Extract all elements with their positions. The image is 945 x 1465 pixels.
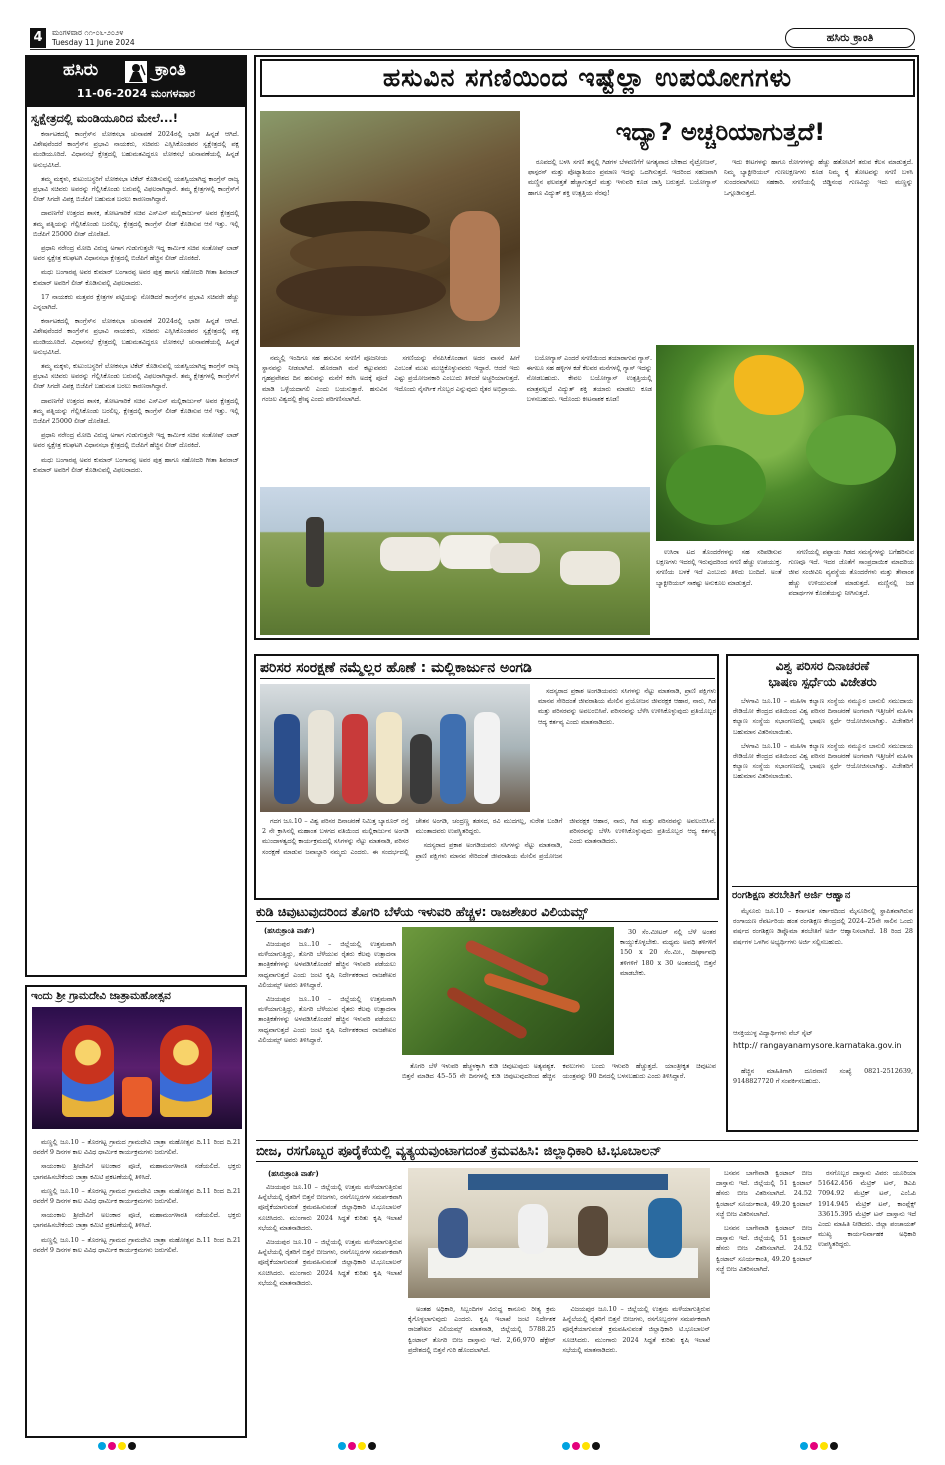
seed-byline: (ಹಸಿರುಕ್ರಾಂತಿ ವಾರ್ತೆ) [268,1170,319,1178]
paragraph: ಸದಸ್ಯರಾದ ಪ್ರಕಾಶ ಅಂಗಡಿಯವರು ಸಸಿಗಳನ್ನು ನೆಟ್ಟು ಮಾತನಾಡಿ, ಪ್ರಾಣಿ ಪಕ್ಷಿಗಳು ಮಾನವ ಸೇರಿದಂತೆ ಜೀವರಾಶಿಯ ಮೇಲಿನ ಪ್ರಯೋಜನ ಜೀವರಕ್ಷಕ ಆಹಾರ, ನಾರು, ಗಿಡ ಮತ್ತು ಪರಿಸರವನ್ನು ಅವಲಂಬಿಸಿವೆ. ಪರಿಸರವನ್ನು ಬೆಳೆಸಿ ಉಳಿಸಿಕೊಳ್ಳುವುದು ಪ್ರತಿಯೊಬ್ಬರ ಆದ್ಯ ಕರ್ತವ್ಯ ಎಂದು ಮಾತನಾಡಿದರು. [415,817,716,860]
person-shape [648,1198,682,1258]
reg-dot-cyan [562,1442,570,1450]
registration-marks-center-right [562,1442,610,1452]
paragraph: ಕರ್ನಾಟಕದಲ್ಲಿ ಕಾಂಗ್ರೆಸ್‌ನ ಲೋಕಸಭಾ ಚುನಾವಣೆ 2024ರಲ್ಲಿ ಭಾರೀ ಹಿನ್ನಡೆ ಆಗಿದೆ. ವಿಶೇಷವೆಂದರೆ ಕಾಂಗ್ರೆಸ್‌ನ ಪ್ರಭಾವಿ ನಾಯಕರು, ಸಚಿವರು ಎಸ್ಸಿಸಿಕೊಂಡವರ ಸ್ವಕ್ಷೇತ್ರದಲ್ಲಿ ಪಕ್ಷ ಮಂಡಿಯೂರಿದೆ. ವಿಧಾನಸಭೆ ಕ್ಷೇತ್ರದಲ್ಲಿ ಬಹುಮತವಿದ್ದರೂ ಲೋಕಸಭೆ ಚುನಾವಣೆಯಲ್ಲಿ ಹಿನ್ನಡೆ ಅನುಭವಿಸಿದೆ. [33,130,239,169]
paragraph: ಕರ್ನಾಟಕದಲ್ಲಿ ಕಾಂಗ್ರೆಸ್‌ನ ಲೋಕಸಭಾ ಚುನಾವಣೆ 2024ರಲ್ಲಿ ಭಾರೀ ಹಿನ್ನಡೆ ಆಗಿದೆ. ವಿಶೇಷವೆಂದರೆ ಕಾಂಗ್ರೆಸ್‌ನ ಪ್ರಭಾವಿ ನಾಯಕರು, ಸಚಿವರು ಎಸ್ಸಿಸಿಕೊಂಡವರ ಸ್ವಕ್ಷೇತ್ರದಲ್ಲಿ ಪಕ್ಷ ಮಂಡಿಯೂರಿದೆ. ವಿಧಾನಸಭೆ ಕ್ಷೇತ್ರದಲ್ಲಿ ಬಹುಮತವಿದ್ದರೂ ಲೋಕಸಭೆ ಚುನಾವಣೆಯಲ್ಲಿ ಹಿನ್ನಡೆ ಅನುಭವಿಸಿದೆ. [33,317,239,356]
dung-columns-bottom-right [656,547,914,637]
paragraph: ಬಯೋಗ್ಯಾಸ್ ಎಂದರೆ ಸಗಣಿಯಿಂದ ತಯಾರಾಗುವ ಗ್ಯಾಸ್. ಈಗಲೂ ಸಹ ಹಳ್ಳಿಗಳ ಕಡೆ ಕೆಲವರ ಮನೆಗಳಲ್ಲಿ ಗ್ಯಾಸ್ ಇದನ್ನು ನೋಡಬಹುದು. ಕೇವಲ ಬಯೋಗ್ಯಾಸ್ ಉತ್ಪತ್ತಿಯಲ್ಲಿ ಮಾತ್ರವಲ್ಲದೆ ವಿದ್ಯುತ್ ಶಕ್ತಿ ತಯಾರು ಮಾಡಲು ಕೂಡ ಬಳಸಬಹುದು. ಇದೊಂದು ಕೀಟನಾಶಕ ಕೂಡ! [526,354,652,403]
pumpkin-plant-photo [656,345,914,541]
paragraph: ಹೆಚ್ಚಿನ ಮಾಹಿತಿಗಾಗಿ ದೂರವಾಣಿ ಸಂಖ್ಯೆ 0821-2512639, 9148827720 ಗೆ ಸಂಪರ್ಕಿಸಬಹುದು. [733,1067,913,1086]
environment-article-box [254,654,719,900]
tur-column-right [620,927,716,1057]
flower-shape [734,355,804,415]
paragraph: ವಿಜಯಪುರ ಜೂ..10 – ಜಿಲ್ಲೆಯಲ್ಲಿ ಉತ್ತಮವಾಗಿ ಮಳೆಯಾಗುತ್ತಿದ್ದು, ತೊಗರಿ ಬೆಳೆಯುವ ರೈತರು ಕೆಲವು ಉತ್ಪಾದನಾ ತಾಂತ್ರಿಕತೆಗಳನ್ನು ಅಳವಡಿಸಿಕೊಂಡರೆ ಹೆಚ್ಚಿನ ಇಳುವರಿ ಪಡೆಯಲು ಸಾಧ್ಯವಾಗುತ್ತದೆ ಎಂದು ಜಂಟಿ ಕೃಷಿ ನಿರ್ದೇಶಕರಾದ ರಾಜಶೇಖರ ವಿಲಿಯಮ್ಸ್ ಅವರು ತಿಳಿಸಿದ್ದಾರೆ. [258,995,396,1044]
tur-columns-bottom [402,1061,716,1135]
paragraph: ಉಸಿರಾ ಟದ ತೊಂದರೆಗಳನ್ನು ಸಹ ಸರಿಪಡಿಸುವ ಲಕ್ಷಣಗಳು ಇದರಲ್ಲಿ ಇರುವುದರಿಂದ ಸಗಣಿ ಹೆಚ್ಚು ಉಪಯುಕ್ತ. ಸಗಣಿಯ ಬಳಕೆ ಇದೆ ಎಂಬುದು ತಿಳಿದು ಬಂದಿದೆ. ಅಂತೆ ಬ್ಯಾಕ್ಟೀರಿಯಲ್ ಸಾಕಷ್ಟು ಅನುಕೂಲ ಮಾಡುತ್ತದೆ. [656,548,782,587]
person-shape [410,734,432,804]
dung-columns-middle [262,353,652,481]
paragraph: ವಿಜಯಪುರ ಜೂ.10 – ಜಿಲ್ಲೆಯಲ್ಲಿ ಉತ್ತಮ ಮಳೆಯಾಗುತ್ತಿರುವ ಹಿನ್ನೆಲೆಯಲ್ಲಿ ರೈತರಿಗೆ ಬಿತ್ತನೆ ಬೀಜಗಳು, ರಸಗೊಬ್ಬರಗಳ ಸಮರ್ಪಕವಾಗಿ ಪೂರೈಕೆಯಾಗುವಂತೆ ಕ್ರಮವಹಿಸುವಂತೆ ಜಿಲ್ಲಾಧಿಕಾರಿ ಟಿ.ಭೂಬಾಲನ್ ಸೂಚಿಸಿದರು. ಮುಂಗಾರು 2024 ಸಿದ್ಧತೆ ಕುರಿತು ಕೃಷಿ ಇಲಾಖೆ ಸಭೆಯಲ್ಲಿ ಮಾತನಾಡಿದರು. [258,1238,402,1287]
masthead [27,57,245,107]
paragraph: ಸಗಣಿಯನ್ನು ನೆನಪಿಸಿಕೊಂಡಾಗ ಅದರ ವಾಸನೆ ಹೀಗೆ ಎಂಬಂತೆ ಮುಖ ಮುಚ್ಚಿಕೊಳ್ಳುವವರು ಇದ್ದಾರೆ. ಆದರೆ ಇದು ಎಷ್ಟು ಪ್ರಯೋಜನಕಾರಿ ಎಂಬುದು ತಿಳಿದರೆ ಅಚ್ಚರಿಯಾಗುತ್ತದೆ. ಇದೊಂದು ನೈಸರ್ಗಿಕ ಗೊಬ್ಬರ ಎನ್ನುವುದು ರೈತರ ಅಭಿಪ್ರಾಯ. [394,354,520,393]
article-body-mandya [33,129,239,971]
seed-column-middle-right [716,1168,812,1436]
reg-dot-cyan [98,1442,106,1450]
seed-title: ಬೀಜ, ರಸಗೊಬ್ಬರ ಪೂರೈಕೆಯಲ್ಲಿ ವ್ಯತ್ಯಯವುಂಟಾಗದಂತೆ ಕ್ರಮವಹಿಸಿ: ಜಿಲ್ಲಾಧಿಕಾರಿ ಟಿ.ಭೂಬಾಲನ್ [256,1140,918,1162]
tur-title: ಕುಡಿ ಚಿವುಟುವುದರಿಂದ ತೊಗರಿ ಬೆಳೆಯ ಇಳುವರಿ ಹೆಚ್ಚಳ: ರಾಜಶೇಖರ ವಿಲಿಯಮ್ಸ್ [256,903,718,922]
person-shape [342,714,368,804]
rangashikshana-body [733,906,913,1026]
reg-dot-yellow [118,1442,126,1450]
environment-column-right [538,686,716,812]
paragraph: ತಮ್ಮ ಮಕ್ಕಳು, ಕುಟುಂಬಸ್ಥರಿಗೆ ಲೋಕಸಭಾ ಟಿಕೆಟ್ ಕೊಡಿಸುವಲ್ಲಿ ಯಶಸ್ವಿಯಾಗಿದ್ದ ಕಾಂಗ್ರೆಸ್ ರಾಜ್ಯ ಪ್ರಭಾವಿ ಸಚಿವರು ಅವರನ್ನು ಗೆಲ್ಲಿಸಿಕೊಂಡು ಬರುವಲ್ಲಿ ವಿಫಲರಾಗಿದ್ದಾರೆ. ತಮ್ಮ ಕ್ಷೇತ್ರಗಳಲ್ಲಿ ಕಾಂಗ್ರೆಸ್‌ಗೆ ಲೀಡ್ ಸಿಗದೇ ವಿಪಕ್ಷ ಬಿಜೆಪಿಗೆ ಬಹುಮತ ಬರಲು ಕಾರಣರಾಗಿದ್ದಾರೆ. [33,362,239,391]
cow-shape [490,543,540,573]
reg-dot-magenta [572,1442,580,1450]
dung-title-line2: ಇದ್ಯಾ? ಅಚ್ಚರಿಯಾಗುತ್ತದೆ! [615,118,826,146]
environment-title: ಪರಿಸರ ಸಂರಕ್ಷಣೆ ನಮ್ಮೆಲ್ಲರ ಹೊಣೆ : ಮಲ್ಲಿಕಾರ್ಜುನ ಅಂಗಡಿ [260,658,715,679]
paragraph: ಮಧು ಬಂಗಾರಪ್ಪ ಅವರ ಕುಮಾರ್ ಬಂಗಾರಪ್ಪ ಅವರ ಪುತ್ರ ಹಾಗೂ ಸಹೋದರಿ ಗೀತಾ ಶಿವರಾಜ್ ಕುಮಾರ್ ಅವರಿಗೆ ಲೀಡ್ ಕೊಡಿಸುವಲ್ಲಿ ವಿಫಲರಾದರು. [33,455,239,474]
dung-title-line1: ಹಸುವಿನ ಸಗಣಿಯಿಂದ ಇಷ್ಟೆಲ್ಲಾ ಉಪಯೋಗಗಳು [260,59,915,97]
tur-pods-photo [402,927,614,1055]
paragraph: ಪ್ರಧಾನಿ ನರೇಂದ್ರ ಮೋದಿ ವಿರುದ್ಧ ಅಗಾಗ ಗುಡುಗುತ್ತಲೇ ಇದ್ದ ಕಾರ್ಮಿಕ ಸಚಿವ ಸಂತೋಷ್ ಲಾಡ್ ಅವರ ಸ್ವಕ್ಷೇತ್ರ ಕಲಘಟಗಿ ವಿಧಾನಸಭಾ ಕ್ಷೇತ್ರದಲ್ಲಿ ಬಿಜೆಪಿಗೆ ಹೆಚ್ಚಿನ ಲೀಡ್ ದೊರಕಿದೆ. [33,431,239,450]
contest-title-line1: ವಿಶ್ವ ಪರಿಸರ ದಿನಾಚರಣೆ [775,659,870,673]
header-paper-name [785,28,915,48]
leaf-shape [806,415,896,485]
paragraph: ಮಣ್ಣಲ್ಲಿ ಜೂ.10 – ತೊರಗಟ್ಟ ಗ್ರಾಮದ ಗ್ರಾಮದೇವಿ ಜಾತ್ರಾ ಮಹೋತ್ಸವ ದಿ.11 ರಿಂದ ದಿ.21 ರವರೆಗೆ 9 ದಿನಗಳ ಕಾಲ ವಿವಿಧ ಧಾರ್ಮಿಕ ಕಾರ್ಯಕ್ರಮಗಳು ಜರುಗಲಿವೆ. [33,1186,241,1206]
goddess-photo [32,1007,242,1129]
dung-columns-top [528,157,913,339]
masthead-name-right: ಕ್ರಾಂತಿ [155,60,186,80]
environment-columns-bottom [262,816,716,896]
person-shape [578,1206,608,1256]
idol-left-shape [62,1025,114,1117]
person-shape [308,710,334,804]
header-date-english: Tuesday 11 June 2024 [52,38,135,47]
left-article-box [25,55,247,977]
paragraph: ವಿಜಯಪುರ ಜೂ.10 – ಜಿಲ್ಲೆಯಲ್ಲಿ ಉತ್ತಮ ಮಳೆಯಾಗುತ್ತಿರುವ ಹಿನ್ನೆಲೆಯಲ್ಲಿ ರೈತರಿಗೆ ಬಿತ್ತನೆ ಬೀಜಗಳು, ರಸಗೊಬ್ಬರಗಳ ಸಮರ್ಪಕವಾಗಿ ಪೂರೈಕೆಯಾಗುವಂತೆ ಕ್ರಮವಹಿಸುವಂತೆ ಜಿಲ್ಲಾಧಿಕಾರಿ ಟಿ.ಭೂಬಾಲನ್ ಸೂಚಿಸಿದರು. ಮುಂಗಾರು 2024 ಸಿದ್ಧತೆ ಕುರಿತು ಕೃಷಿ ಇಲಾಖೆ ಸಭೆಯಲ್ಲಿ ಮಾತನಾಡಿದರು. [258,1183,402,1232]
leaf-shape [666,445,766,525]
banner-shape [468,1174,668,1190]
paragraph: ಬಸವನ ಬಾಗೇವಾಡಿ ಕ್ವಿಂಟಾಲ್ ಬೀಜ ದಾಸ್ತಾನು ಇದೆ. ಜಿಲ್ಲೆಯಲ್ಲಿ 51 ಕ್ವಿಂಟಾಲ್ ಹೆಸರು ಬೀಜ ವಿತರಿಸಲಾಗಿದೆ. 24.52 ಕ್ವಿಂಟಾಲ್ ಸೂರ್ಯಕಾಂತಿ, 49.20 ಕ್ವಿಂಟಾಲ್ ಸಜ್ಜೆ ಬೀಜ ವಿತರಿಸಲಾಗಿದೆ. [716,1224,812,1273]
paragraph: ಸಾಯಂಕಾಲ ಶ್ರೀದೇವಿಗೆ ಅಲಂಕಾರ ಪೂಜೆ, ಮಹಾಮಂಗಳಾರತಿ ನಡೆಯಲಿದೆ. ಭಕ್ತರು ಭಾಗವಹಿಸಬೇಕೆಂದು ಜಾತ್ರಾ ಕಮಿಟಿ ಪ್ರಕಟಣೆಯಲ್ಲಿ ತಿಳಿಸಿದೆ. [33,1162,241,1181]
reg-dot-yellow [582,1442,590,1450]
flower-garland-shape [122,1077,152,1117]
rangashikshana-website-link[interactable]: http:// rangayanamysore.karnataka.gov.in [733,1041,902,1050]
meeting-photo [408,1168,710,1298]
reg-dot-cyan [338,1442,346,1450]
person-shape [438,1208,468,1258]
reg-dot-yellow [820,1442,828,1450]
paragraph: ಮೈಸೂರು ಜೂ.10 – ಕರ್ನಾಟಕ ಸರ್ಕಾರದಿಂದ ಮೈಸೂರಿನಲ್ಲಿ ಸ್ಥಾಪಿತವಾಗಿರುವ ರಂಗಾಯಣ ರೆಪರ್ಟರಿಯ ಹಂತ ರಂಗಶಿಕ್ಷಣ ಕೇಂದ್ರದಲ್ಲಿ 2024–25ನೇ ಸಾಲಿನ ಒಂದು ವರ್ಷದ ರಂಗಶಿಕ್ಷಣ ಡಿಪ್ಲೊಮಾ ತರಬೇತಿಗೆ ಅರ್ಜಿ ಆಹ್ವಾನಿಸಲಾಗಿದೆ. 18 ರಿಂದ 28 ವರ್ಷಗಳ ಒಳಗಿನ ಅಭ್ಯರ್ಥಿಗಳು ಅರ್ಜಿ ಸಲ್ಲಿಸಬಹುದು. [733,907,913,946]
registration-marks-center-left [338,1442,386,1452]
paragraph: ಬೆಳಗಾವಿ ಜೂ.10 – ಮಹಿಳಾ ಕಲ್ಯಾಣ ಸಂಸ್ಥೆಯ ನಮ್ಮೂರ ಬಾನುಲಿ ಸಮುದಾಯ ರೇಡಿಯೋ ಕೇಂದ್ರದ ವತಿಯಿಂದ ವಿಶ್ವ ಪರಿಸರ ದಿನಾಚರಣೆ ಅಂಗವಾಗಿ ಇತ್ತೀಚೆಗೆ ಮಹಿಳಾ ಕಲ್ಯಾಣ ಸಂಸ್ಥೆಯ ಸಭಾಂಗಣದಲ್ಲಿ ಭಾಷಣ ಸ್ಪರ್ಧೆ ಆಯೋಜಿಸಲಾಗಿತ್ತು. ವಿಜೇತರಿಗೆ ಬಹುಮಾನ ವಿತರಿಸಲಾಯಿತು. [733,741,913,781]
reg-dot-black [592,1442,600,1450]
reg-dot-black [368,1442,376,1450]
dung-article-box [254,55,919,640]
paragraph: ವಿಜಯಪುರ ಜೂ..10 – ಜಿಲ್ಲೆಯಲ್ಲಿ ಉತ್ತಮವಾಗಿ ಮಳೆಯಾಗುತ್ತಿದ್ದು, ತೊಗರಿ ಬೆಳೆಯುವ ರೈತರು ಕೆಲವು ಉತ್ಪಾದನಾ ತಾಂತ್ರಿಕತೆಗಳನ್ನು ಅಳವಡಿಸಿಕೊಂಡರೆ ಹೆಚ್ಚಿನ ಇಳುವರಿ ಪಡೆಯಲು ಸಾಧ್ಯವಾಗುತ್ತದೆ ಎಂದು ಜಂಟಿ ಕೃಷಿ ನಿರ್ದೇಶಕರಾದ ರಾಜಶೇಖರ ವಿಲಿಯಮ್ಸ್ ಅವರು ತಿಳಿಸಿದ್ದಾರೆ. [258,940,396,989]
cow-shape [560,551,620,585]
paragraph: ಅಂತಹ ಅಧಿಕಾರಿ, ಸಿಬ್ಬಂದಿಗಳ ವಿರುದ್ಧ ಕಾನೂನು ರೀತ್ಯ ಕ್ರಮ ಕೈಗೊಳ್ಳಲಾಗುವುದು ಎಂದರು. ಕೃಷಿ ಇಲಾಖೆ ಜಂಟಿ ನಿರ್ದೇಶಕ ರಾಜಶೇಖರ ವಿಲಿಯಮ್ಸ್ ಮಾತನಾಡಿ, ಜಿಲ್ಲೆಯಲ್ಲಿ 5788.25 ಕ್ವಿಂಟಾಲ್ ತೊಗರಿ ಬೀಜ ದಾಸ್ತಾನು ಇದೆ. 2,66,970 ಹೆಕ್ಟೇರ್ ಪ್ರದೇಶದಲ್ಲಿ ಬಿತ್ತನೆ ಗುರಿ ಹೊಂದಲಾಗಿದೆ. [408,1305,556,1354]
page-number: 4 [30,28,46,48]
paragraph: 17 ನಾಯಕರು ಮತ್ತವರ ಕ್ಷೇತ್ರಗಳ ಪಟ್ಟಿಯನ್ನು ನೋಡಿದರೆ ಕಾಂಗ್ರೆಸ್‌ನ ಪ್ರಭಾವಿ ಸಚಿವರೇ ಹೆಚ್ಚು ಎನ್ನಲಾಗಿದೆ. [33,292,239,312]
page-header [30,28,915,50]
rangashikshana-contact [733,1066,913,1130]
farmer-emblem-icon [125,61,147,83]
paragraph: ರೂಪದಲ್ಲಿ ಬಳಸಿ ಸಗಣಿ ತನ್ನಲ್ಲಿ ಗಿಡಗಳ ಬೆಳವಣಿಗೆಗೆ ಅಗತ್ಯವಾದ ಬೇಕಾದ ನೈಟ್ರೋಜನ್, ಫಾಸ್ಫರಸ್ ಮತ್ತು ಪೊಟ್ಯಾಶಿಯಂ ಪ್ರಮಾಣ ಇದನ್ನು ಒದಗಿಸುತ್ತದೆ. ಇದರಿಂದ ಸಹಜವಾಗಿ ಮಣ್ಣಿನ ಫಲವತ್ತತೆ ಹೆಚ್ಚಾಗುತ್ತದೆ ಮತ್ತು ಇಳುವರಿ ಕೂಡ ಜಾಸ್ತಿ ಬರುತ್ತದೆ. ಬಯೋಗ್ಯಾಸ್ ಹಾಗೂ ವಿದ್ಯುತ್ ಶಕ್ತಿ ಉತ್ಪತ್ತಿಯ ನೆರವು! [528,158,717,197]
person-shape [474,712,500,804]
paragraph: ದಾವಣಗೆರೆ ಉತ್ತರದ ಶಾಸಕ, ತೋಟಗಾರಿಕೆ ಸಚಿವ ಎಸ್‌ಎಸ್ ಮಲ್ಲಿಕಾರ್ಜುನ್ ಅವರ ಕ್ಷೇತ್ರದಲ್ಲಿ ತಮ್ಮ ಪತ್ನಿಯನ್ನು ಗೆಲ್ಲಿಸಿಕೊಂಡು ಬರಲಿಲ್ಲ. ಕ್ಷೇತ್ರದಲ್ಲಿ ಕಾಂಗ್ರೆಸ್ ಲೀಡ್ ಕೊಡಿಸುವ ಆಸೆ ಇತ್ತು. ಇಲ್ಲಿ ಬಿಜೆಪಿಗೆ 25000 ಲೀಡ್ ದೊರೆತಿದೆ. [33,209,239,238]
dung-cake-shape [276,266,446,316]
paragraph: ಬಸವನ ಬಾಗೇವಾಡಿ ಕ್ವಿಂಟಾಲ್ ಬೀಜ ದಾಸ್ತಾನು ಇದೆ. ಜಿಲ್ಲೆಯಲ್ಲಿ 51 ಕ್ವಿಂಟಾಲ್ ಹೆಸರು ಬೀಜ ವಿತರಿಸಲಾಗಿದೆ. 24.52 ಕ್ವಿಂಟಾಲ್ ಸೂರ್ಯಕಾಂತಿ, 49.20 ಕ್ವಿಂಟಾಲ್ ಸಜ್ಜೆ ಬೀಜ ವಿತರಿಸಲಾಗಿದೆ. [716,1169,812,1218]
header-paper-name-text: ಹಸಿರು ಕ್ರಾಂತಿ [826,31,874,44]
hand-shape [450,211,500,321]
jatre-article-box [25,985,247,1438]
person-shape [518,1204,548,1254]
cows-grazing-photo [260,487,650,635]
header-date-kannada: ಮಂಗಳವಾರ ೧೧-೦೬-೨೦೨೪ [52,28,124,37]
seed-article [254,1140,919,1438]
rangashikshana-title: ರಂಗಶಿಕ್ಷಣ ತರಬೇತಿಗೆ ಅರ್ಜಿ ಆಹ್ವಾನ [732,886,917,901]
masthead-date: 11-06-2024 ಮಂಗಳವಾರ [76,87,196,100]
paragraph: ಗದಗ ಜೂ.10 – ವಿಶ್ವ ಪರಿಸರ ದಿನಾಚರಣೆ ನಿಮಿತ್ತ ಬ್ಯಾರೂರ್ ರಸ್ತೆ 2 ನೇ ಕ್ರಾಸಿನಲ್ಲಿ ಮಹಾಂತ ಬಳಗದ ವತಿಯಿಂದ ಮಲ್ಲಿಕಾರ್ಜುನ ಅಂಗಡಿ ಮುಂದಾಳತ್ವದಲ್ಲಿ ಕಾರ್ಯಕ್ರಮದಲ್ಲಿ ಸಸಿಗಳನ್ನು ನೆಟ್ಟು ಮಾತನಾಡಿ, ಪರಿಸರ ಸಂರಕ್ಷಣೆ ಮಾಡುವ ಜವಾಬ್ದಾರಿ ನಮ್ಮದು ಎಂದರು. ಈ ಸಂದರ್ಭದಲ್ಲಿ ಚೇತನ ಅಂಗಡಿ, ಚಂದ್ರಣ್ಣ ತಡಸದ, ರವಿ ಮುದಗಲ್ಲ, ಸುರೇಶ ಬಂಡಿಗೆ ಮುಂತಾದವರು ಉಪಸ್ಥಿತರಿದ್ದರು. [262,817,563,856]
paragraph: ತೊಗರಿ ಬೆಳೆ ಇಳುವರಿ ಹೆಚ್ಚಳಕ್ಕಾಗಿ ಕುಡಿ ಚಿವುಟುವುದು ಅತ್ಯವಶ್ಯಕ. ಬಿತ್ತನೆ ಮಾಡಿದ 45–55 ನೇ ದಿನಗಳಲ್ಲಿ ಕುಡಿ ಚಿವುಟುವುದರಿಂದ ಹೆಚ್ಚಿನ ಕವಲುಗಳು ಬಂದು ಇಳುವರಿ ಹೆಚ್ಚುತ್ತದೆ. ಯಾಂತ್ರೀಕೃತ ಚಿವುಟುವ ಯಂತ್ರವನ್ನು 90 ದಿನದಲ್ಲಿ ಬಳಸಬಹುದು ಎಂದು ತಿಳಿಸಿದ್ದಾರೆ. [402,1062,716,1081]
herder-shape [306,517,324,587]
paragraph: ತಮ್ಮ ಮಕ್ಕಳು, ಕುಟುಂಬಸ್ಥರಿಗೆ ಲೋಕಸಭಾ ಟಿಕೆಟ್ ಕೊಡಿಸುವಲ್ಲಿ ಯಶಸ್ವಿಯಾಗಿದ್ದ ಕಾಂಗ್ರೆಸ್ ರಾಜ್ಯ ಪ್ರಭಾವಿ ಸಚಿವರು ಅವರನ್ನು ಗೆಲ್ಲಿಸಿಕೊಂಡು ಬರುವಲ್ಲಿ ವಿಫಲರಾಗಿದ್ದಾರೆ. ತಮ್ಮ ಕ್ಷೇತ್ರಗಳಲ್ಲಿ ಕಾಂಗ್ರೆಸ್‌ಗೆ ಲೀಡ್ ಸಿಗದೇ ವಿಪಕ್ಷ ಬಿಜೆಪಿಗೆ ಬಹುಮತ ಬರಲು ಕಾರಣರಾಗಿದ್ದಾರೆ. [33,174,239,204]
paragraph: ಸಗಣಿಯಲ್ಲಿ ಪಪ್ಪಾಯ ಗಿಡದ ಸಮಸ್ಯೆಗಳನ್ನು ಬಗೆಹರಿಸುವ ಗುಣವೂ ಇದೆ. ಇದರ ಜೊತೆಗೆ ಸಾಂಪ್ರದಾಯಿಕ ಮಾದರಿಯ ಜೀವ ಸಂಜೀವಿನಿ ವ್ಯವಸ್ಥೆಯ ತೊಂದರೆಗಳು ಮತ್ತು ತೇವಾಂಶ ಹೆಚ್ಚು ಉಳಿಯುವಂತೆ ಮಾಡುತ್ತದೆ. ಮಣ್ಣಿನಲ್ಲಿ ಜಡ ಪದಾರ್ಥಗಳ ಕೊರತೆಯನ್ನು ನೀಗಿಸುತ್ತದೆ. [788,548,914,597]
reg-dot-black [830,1442,838,1450]
group-photo [260,684,530,812]
masthead-name-left: ಹಸಿರು [63,60,99,80]
reg-dot-cyan [800,1442,808,1450]
dung-cakes-photo [260,111,520,347]
contest-article-box [726,654,919,1132]
reg-dot-black [128,1442,136,1450]
contest-body [733,696,913,882]
paragraph: ಪ್ರಧಾನಿ ನರೇಂದ್ರ ಮೋದಿ ವಿರುದ್ಧ ಅಗಾಗ ಗುಡುಗುತ್ತಲೇ ಇದ್ದ ಕಾರ್ಮಿಕ ಸಚಿವ ಸಂತೋಷ್ ಲಾಡ್ ಅವರ ಸ್ವಕ್ಷೇತ್ರ ಕಲಘಟಗಿ ವಿಧಾನಸಭಾ ಕ್ಷೇತ್ರದಲ್ಲಿ ಬಿಜೆಪಿಗೆ ಹೆಚ್ಚಿನ ಲೀಡ್ ದೊರಕಿದೆ. [33,244,239,263]
reg-dot-magenta [108,1442,116,1450]
reg-dot-magenta [348,1442,356,1450]
paragraph: ನಮ್ಮಲ್ಲಿ ಇಂದಿಗೂ ಸಹ ಹಸುವಿನ ಸಗಣಿಗೆ ಪೂಜನೀಯ ಸ್ಥಾನವನ್ನು ನೀಡಲಾಗಿದೆ. ಹೊರದಾಗಿ ಮನೆ ಕಟ್ಟುವವರು ಗೃಹಪ್ರವೇಶದ ದಿನ ಹಸುವನ್ನು ಮನೆಗೆ ಕರೆಸಿ ಅದಕ್ಕೆ ಪೂಜೆ ಮಾಡಿ ಒಳ್ಳೆಯದಾಗಲಿ ಎಂದು ಬಯಸುತ್ತಾರೆ. ಹಸುವಿನ ಗಂಜಲ ವಿಶ್ವದಲ್ಲಿ ಶ್ರೇಷ್ಠ ಎಂದು ಪರಿಗಣಿಸಲಾಗಿದೆ. [262,354,388,403]
seed-column-right [818,1168,916,1436]
paragraph: 30 ಸೆಂ.ಮೀಟರ್ ನಲ್ಲಿ ಬೆಳೆ ಅಂತರ ಕಾಯ್ದುಕೊಳ್ಳಬೇಕು. ಮಧ್ಯಮ ಅವಧಿ ತಳಿಗಳಿಗೆ 150 x 20 ಸೆಂ.ಮೀ., ದೀರ್ಘಾವಧಿ ತಳಿಗಳಿಗೆ 180 x 30 ಅಂತರದಲ್ಲಿ ಬಿತ್ತನೆ ಮಾಡಬೇಕು. [620,928,716,977]
reg-dot-yellow [358,1442,366,1450]
article-title-mandya: ಸ್ವಕ್ಷೇತ್ರದಲ್ಲಿ ಮಂಡಿಯೂರಿದ ಮೇಲೆ...! [31,111,179,125]
paragraph: ರಸಗೊಬ್ಬರ ದಾಸ್ತಾನು ವಿವರ: ಯೂರಿಯಾ 51642.456 ಮೆಟ್ರಿಕ್ ಟನ್, ಡಿಎಪಿ 7094.92 ಮೆಟ್ರಿಕ್ ಟನ್, ಎಂಓಪಿ 1914.945 ಮೆಟ್ರಿಕ್ ಟನ್, ಕಾಂಪ್ಲೆಕ್ಸ್ 33615.395 ಮೆಟ್ರಿಕ್ ಟನ್ ದಾಸ್ತಾನು ಇದೆ ಎಂದು ಮಾಹಿತಿ ನೀಡಿದರು. ಜಿಲ್ಲಾ ಪಂಚಾಯತ್ ಮುಖ್ಯ ಕಾರ್ಯನಿರ್ವಾಹಕ ಅಧಿಕಾರಿ ಉಪಸ್ಥಿತರಿದ್ದರು. [818,1169,916,1249]
seed-columns-bottom [408,1304,710,1436]
article-body-jatre [33,1137,241,1433]
tur-column-left [258,939,396,1133]
person-shape [440,714,466,804]
paragraph: ಸದಸ್ಯರಾದ ಪ್ರಕಾಶ ಅಂಗಡಿಯವರು ಸಸಿಗಳನ್ನು ನೆಟ್ಟು ಮಾತನಾಡಿ, ಪ್ರಾಣಿ ಪಕ್ಷಿಗಳು ಮಾನವ ಸೇರಿದಂತೆ ಜೀವರಾಶಿಯ ಮೇಲಿನ ಪ್ರಯೋಜನ ಜೀವರಕ್ಷಕ ಆಹಾರ, ನಾರು, ಗಿಡ ಮತ್ತು ಪರಿಸರವನ್ನು ಅವಲಂಬಿಸಿವೆ. ಪರಿಸರವನ್ನು ಬೆಳೆಸಿ ಉಳಿಸಿಕೊಳ್ಳುವುದು ಪ್ರತಿಯೊಬ್ಬರ ಆದ್ಯ ಕರ್ತವ್ಯ ಎಂದು ಮಾತನಾಡಿದರು. [538,687,716,726]
reg-dot-magenta [810,1442,818,1450]
registration-marks-left [98,1442,146,1452]
tur-article [254,903,719,1135]
tur-byline: (ಹಸಿರುಕ್ರಾಂತಿ ವಾರ್ತೆ) [264,927,315,935]
paragraph: ಇದು ಕೀಟಗಳನ್ನು ಹಾಗೂ ರೋಗಗಳನ್ನು ಹೆಚ್ಚು ಹತೋಟಿಗೆ ತರುವ ಕೆಲಸ ಮಾಡುತ್ತದೆ. ನಿಮ್ಮ ಬ್ಯಾಕ್ಟೀರಿಯಲ್ ಗುಣಲಕ್ಷಣಗಳು ಕೂಡ ನಿಮ್ಮ ಕೈ ತೋಟವನ್ನು ಸಗಣಿ ಬಳಸಿ ಸುಂದರವಾಗಿಸಲು ಸಹಕಾರಿ. ಸಗಣಿಯಲ್ಲಿ ಜಿಡ್ಡಿನಂಥ ಗುಣವಿದ್ದು ಇದು ಮಣ್ಣನ್ನು ಒಗ್ಗೂಡಿಸುತ್ತದೆ. [724,158,913,197]
paragraph: ವಿಜಯಪುರ ಜೂ.10 – ಜಿಲ್ಲೆಯಲ್ಲಿ ಉತ್ತಮ ಮಳೆಯಾಗುತ್ತಿರುವ ಹಿನ್ನೆಲೆಯಲ್ಲಿ ರೈತರಿಗೆ ಬಿತ್ತನೆ ಬೀಜಗಳು, ರಸಗೊಬ್ಬರಗಳ ಸಮರ್ಪಕವಾಗಿ ಪೂರೈಕೆಯಾಗುವಂತೆ ಕ್ರಮವಹಿಸುವಂತೆ ಜಿಲ್ಲಾಧಿಕಾರಿ ಟಿ.ಭೂಬಾಲನ್ ಸೂಚಿಸಿದರು. ಮುಂಗಾರು 2024 ಸಿದ್ಧತೆ ಕುರಿತು ಕೃಷಿ ಇಲಾಖೆ ಸಭೆಯಲ್ಲಿ ಮಾತನಾಡಿದರು. [562,1305,710,1354]
paragraph: ಮಧು ಬಂಗಾರಪ್ಪ ಅವರ ಕುಮಾರ್ ಬಂಗಾರಪ್ಪ ಅವರ ಪುತ್ರ ಹಾಗೂ ಸಹೋದರಿ ಗೀತಾ ಶಿವರಾಜ್ ಕುಮಾರ್ ಅವರಿಗೆ ಲೀಡ್ ಕೊಡಿಸುವಲ್ಲಿ ವಿಫಲರಾದರು. [33,268,239,287]
paragraph: ಮಣ್ಣಲ್ಲಿ ಜೂ.10 – ತೊರಗಟ್ಟ ಗ್ರಾಮದ ಗ್ರಾಮದೇವಿ ಜಾತ್ರಾ ಮಹೋತ್ಸವ ದಿ.11 ರಿಂದ ದಿ.21 ರವರೆಗೆ 9 ದಿನಗಳ ಕಾಲ ವಿವಿಧ ಧಾರ್ಮಿಕ ಕಾರ್ಯಕ್ರಮಗಳು ಜರುಗಲಿವೆ. [33,1235,241,1254]
paragraph: ಬೆಳಗಾವಿ ಜೂ.10 – ಮಹಿಳಾ ಕಲ್ಯಾಣ ಸಂಸ್ಥೆಯ ನಮ್ಮೂರ ಬಾನುಲಿ ಸಮುದಾಯ ರೇಡಿಯೋ ಕೇಂದ್ರದ ವತಿಯಿಂದ ವಿಶ್ವ ಪರಿಸರ ದಿನಾಚರಣೆ ಅಂಗವಾಗಿ ಇತ್ತೀಚೆಗೆ ಮಹಿಳಾ ಕಲ್ಯಾಣ ಸಂಸ್ಥೆಯ ಸಭಾಂಗಣದಲ್ಲಿ ಭಾಷಣ ಸ್ಪರ್ಧೆ ಆಯೋಜಿಸಲಾಗಿತ್ತು. ವಿಜೇತರಿಗೆ ಬಹುಮಾನ ವಿತರಿಸಲಾಯಿತು. [733,697,913,736]
person-shape [376,712,402,804]
article-title-jatre: ಇಂದು ಶ್ರೀ ಗ್ರಾಮದೇವಿ ಜಾತ್ರಾಮಹೋತ್ಸವ [31,990,171,1002]
paragraph: ಮಣ್ಣಲ್ಲಿ ಜೂ.10 – ತೊರಗಟ್ಟ ಗ್ರಾಮದ ಗ್ರಾಮದೇವಿ ಜಾತ್ರಾ ಮಹೋತ್ಸವ ದಿ.11 ರಿಂದ ದಿ.21 ರವರೆಗೆ 9 ದಿನಗಳ ಕಾಲ ವಿವಿಧ ಧಾರ್ಮಿಕ ಕಾರ್ಯಕ್ರಮಗಳು ಜರುಗಲಿವೆ. [33,1138,241,1157]
seed-column-left [258,1182,402,1436]
paragraph: ದಾವಣಗೆರೆ ಉತ್ತರದ ಶಾಸಕ, ತೋಟಗಾರಿಕೆ ಸಚಿವ ಎಸ್‌ಎಸ್ ಮಲ್ಲಿಕಾರ್ಜುನ್ ಅವರ ಕ್ಷೇತ್ರದಲ್ಲಿ ತಮ್ಮ ಪತ್ನಿಯನ್ನು ಗೆಲ್ಲಿಸಿಕೊಂಡು ಬರಲಿಲ್ಲ. ಕ್ಷೇತ್ರದಲ್ಲಿ ಕಾಂಗ್ರೆಸ್ ಲೀಡ್ ಕೊಡಿಸುವ ಆಸೆ ಇತ್ತು. ಇಲ್ಲಿ ಬಿಜೆಪಿಗೆ 25000 ಲೀಡ್ ದೊರೆತಿದೆ. [33,396,239,426]
idol-right-shape [160,1025,212,1117]
registration-marks-right [800,1442,848,1452]
rangashikshana-website-label: ಆಸಕ್ತಿಯುಳ್ಳ ವಿದ್ಯಾರ್ಥಿಗಳು ವೆಬ್ ಸೈಟ್ [733,1029,813,1037]
person-shape [274,714,300,804]
contest-title-line2: ಭಾಷಣ ಸ್ಪರ್ಧೆಯ ವಿಜೇತರು [768,675,877,689]
cow-shape [380,537,440,571]
paragraph: ಸಾಯಂಕಾಲ ಶ್ರೀದೇವಿಗೆ ಅಲಂಕಾರ ಪೂಜೆ, ಮಹಾಮಂಗಳಾರತಿ ನಡೆಯಲಿದೆ. ಭಕ್ತರು ಭಾಗವಹಿಸಬೇಕೆಂದು ಜಾತ್ರಾ ಕಮಿಟಿ ಪ್ರಕಟಣೆಯಲ್ಲಿ ತಿಳಿಸಿದೆ. [33,1211,241,1230]
